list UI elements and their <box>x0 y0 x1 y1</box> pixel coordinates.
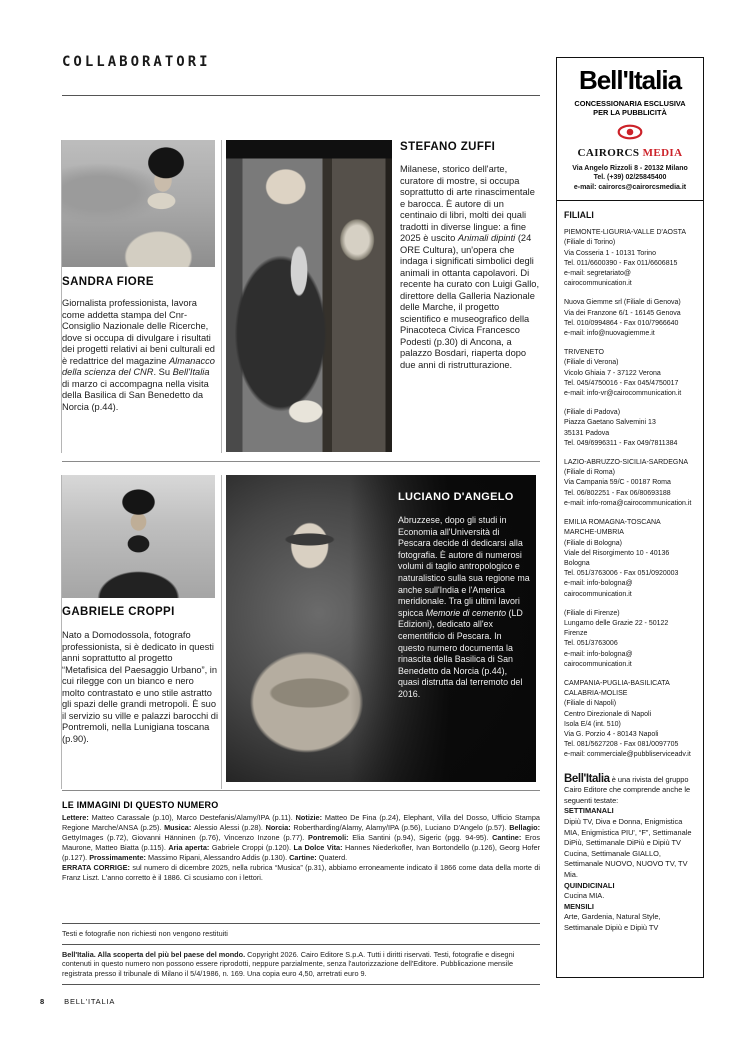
filiali-heading: FILIALI <box>564 210 594 221</box>
footer-rule <box>62 984 540 985</box>
image-credits-heading: LE IMMAGINI DI QUESTO NUMERO <box>62 800 219 810</box>
concession-line1: CONCESSIONARIA ESCLUSIVA <box>574 99 686 108</box>
filiale-bologna: EMILIA ROMAGNA-TOSCANA MARCHE-UMBRIA (Filiale di Bologna) Viale del Risorgimento 10 - 40136 Bologna Tel. 051/3763006 - Fax 051/0920003 e-mail: info-bologna@ cairocommunication.it <box>564 519 679 598</box>
magazine-name: BELL'ITALIA <box>64 997 116 1006</box>
filiale-verona: TRIVENETO (Filiale di Verona) Vicolo Ghiaia 7 - 37122 Verona Tel. 045/4750016 - Fax 045/4750017 e-mail: info-vr@cairocommunication.it <box>564 349 682 398</box>
row-rule <box>62 461 540 462</box>
media-text: MEDIA <box>642 147 683 159</box>
filiale-firenze: (Filiale di Firenze) Lungarno delle Grazie 22 - 50122 Firenze Tel. 051/3763006 e-mail: info-bologna@ cairocommunication.it <box>564 609 669 668</box>
advertising-sidebar <box>556 57 704 978</box>
contributor-bio-stefano-zuffi: Milanese, storico dell'arte, curatore di mostre, si occupa soprattutto di arte rinascimentale e barocca. È autore di un centinaio di libri, molti dei quali tradotti in diverse lingue: a fine 2025 è uscito Animali dipinti (24 ORE Cultura), un'opera che indaga i significati simbolici degli animali in ottanta capolavori. Di recente ha curato con Luigi Gallo, direttore della Galleria Nazionale delle Marche, il progetto scientifico e museografico della Pinacoteca Civica Francesco Podesti (p.30) di Ancona, a palazzo Bosdari, riaperta dopo due anni di ristrutturazione. <box>400 164 540 370</box>
publisher-info: Bell'Italia è una rivista del gruppo Cairo Editore che comprende anche le seguenti testate: SETTIMANALI Dipiù TV, Diva e Donna, Enigmistica MIA, Enigmistica PIU', “F”, Settimanale DiPiù, Settimanale DiPiù e Dipiù TV Cucina, Settimanale GIALLO, Settimanale NUOVO, NUOVO TV, TV Mia. QUINDICINALI Cucina MIA. MENSILI Arte, Gardenia, Natural Style, Settimanale Dipiù e Dipiù TV <box>564 772 692 932</box>
column-rule <box>221 475 222 789</box>
contributor-name-stefano-zuffi: STEFANO ZUFFI <box>400 141 496 153</box>
filiale-napoli: CAMPANIA-PUGLIA-BASILICATA CALABRIA-MOLISE (Filiale di Napoli) Centro Direzionale di Napoli Isola E/4 (int. 510) Via G. Porzio 4 - 80143 Napoli Tel. 081/5627208 - Fax 081/0097705 e-mail: commerciale@pubbliserviceadv.it <box>564 679 691 759</box>
contributor-name-gabriele-croppi: GABRIELE CROPPI <box>62 606 175 618</box>
photo-gabriele-croppi <box>62 475 215 598</box>
column-rule <box>221 140 222 453</box>
footer-rule <box>62 923 540 924</box>
page-title: COLLABORATORI <box>62 54 211 70</box>
milano-address: Via Angelo Rizzoli 8 - 20132 Milano Tel. (+39) 02/25845400 e-mail: cairorcs@cairorcsmedia.it <box>572 165 688 191</box>
cairorcs-text: CAIRORCS <box>577 147 640 159</box>
sidebar-body <box>557 201 703 933</box>
concession-subtitle <box>561 99 699 117</box>
submission-notice: Testi e fotografie non richiesti non vengono restituiti <box>62 929 228 938</box>
contributor-bio-luciano-dangelo: Abruzzese, dopo gli studi in Economia all'Università di Pescara decide di dedicarsi alla fotografia. È autore di numerosi volumi di taglio antropologico e naturalistico sulla sua regione ma anche sull'India e l'America meridionale. Tra gli ultimi lavori spicca Memorie di cemento (LD Edizioni), dedicato all'ex cementificio di Pescara. In questo numero documenta la rinascita della Basilica di San Benedetto da Norcia (p.44), quasi distrutta dal terremoto del 2016. <box>398 515 530 699</box>
image-credits-body: Lettere: Matteo Carassale (p.10), Marco Destefanis/Alamy/IPA (p.11). Notizie: Matteo De Fina (p.24), Elephant, Villa del Dosso, Ufficio Stampa Regione Marche/ANSA (p.25). Musica: Alessio Alessi (p.28). Norcia: Robertharding/Alamy, Alamy/IPA (p.56), Luciano D'Angelo (p.57). Bellagio: GettyImages (p.72), Giovanni Hänninen (p.76), Vincenzo Inzone (p.77). Pontremoli: Elia Santini (p.94), Sigeric (pgg. 94-95). Cantine: Eros Maurone, Matteo Biatta (p.115). Aria aperta: Gabriele Croppi (p.120). La Dolce Vita: Hannes Niederkofler, Ivan Bortondello (p.126), Georg Hofer (p.127). Prossimamente: Massimo Ripani, Alessandro Addis (p.130). Cartine: Quaterd. ERRATA CORRIGE: sul numero di dicembre 2025, nella rubrica “Musica” (p.31), abbiamo erroneamente indicato il 1866 come data della morte di Franz Liszt. L'anno corretto è il 1886. Ci scusiamo con i lettori. <box>62 813 541 882</box>
cairorcs-media-wordmark <box>561 147 699 159</box>
image-credits-section <box>62 800 540 883</box>
filiale-roma: LAZIO-ABRUZZO-SICILIA-SARDEGNA (Filiale di Roma) Via Campania 59/C - 00187 Roma Tel. 06/802251 - Fax 06/80693188 e-mail: info-roma@cairocommunication.it <box>564 459 692 507</box>
photo-luciano-dangelo <box>226 475 536 782</box>
contributor-bio-gabriele-croppi: Nato a Domodossola, fotografo professionista, si è dedicato in questi anni soprattutto al progetto “Metafisica del Paesaggio Urbano”, in cui rilegge con un bianco e nero molto contrastato e uno stile astratto gli spazi delle grandi metropoli. È suo il servizio su ville e palazzi barocchi di Pontremoli, nella Lunigiana toscana (p.90). <box>62 630 219 744</box>
row-rule <box>62 790 540 791</box>
title-rule <box>62 95 540 96</box>
luciano-dangelo-panel <box>398 491 530 701</box>
cairorcs-eye-icon <box>561 124 699 145</box>
contributor-bio-sandra-fiore: Giornalista professionista, lavora come addetta stampa del Cnr-Consiglio Nazionale delle Ricerche, dove si occupa di divulgare i risultati dei progetti relativi ai beni culturali ed è redattrice del magazine Almanacco della scienza del CNR. Su Bell'Italia di marzo ci accompagna nella visita della Basilica di San Benedetto da Norcia (p.44). <box>62 298 215 412</box>
photo-sandra-fiore <box>62 140 215 267</box>
copyright-text: Bell'Italia. Alla scoperta del più bel paese del mondo. Copyright 2026. Cairo Editore S.p.A. Tutti i diritti riservati. Testi, fotografie e disegni contenuti in questo numero non possono essere riprodotti, neppure parzialmente, senza l'autorizzazione dell'Editore. Pubblicazione mensile registrata presso il tribunale di Milano il 5/4/1986, n. 169. Una copia euro 4,50, arretrati euro 9. <box>62 950 515 978</box>
sidebar-header <box>557 58 703 201</box>
filiale-padova: (Filiale di Padova) Piazza Gaetano Salvemini 13 35131 Padova Tel. 049/6996311 - Fax 049/7811384 <box>564 409 678 447</box>
filiale-genova: Nuova Giemme srl (Filiale di Genova) Via dei Franzone 6/1 - 16145 Genova Tel. 010/0994864 - Fax 010/7966640 e-mail: info@nuovagiemme.it <box>564 299 681 338</box>
bellitalia-logo: Bell'Italia <box>578 65 682 95</box>
contributor-name-luciano-dangelo: LUCIANO D'ANGELO <box>398 491 514 503</box>
footer-rule <box>62 944 540 945</box>
page-footer <box>40 997 115 1006</box>
page-number: 8 <box>40 997 45 1006</box>
concession-line2: PER LA PUBBLICITÀ <box>593 108 667 117</box>
photo-stefano-zuffi <box>226 140 392 452</box>
contributor-name-sandra-fiore: SANDRA FIORE <box>62 276 154 288</box>
filiale-torino: PIEMONTE-LIGURIA-VALLE D'AOSTA (Filiale di Torino) Via Cosseria 1 - 10131 Torino Tel. 011/6600390 - Fax 011/6606815 e-mail: segretariato@ cairocommunication.it <box>564 229 687 288</box>
